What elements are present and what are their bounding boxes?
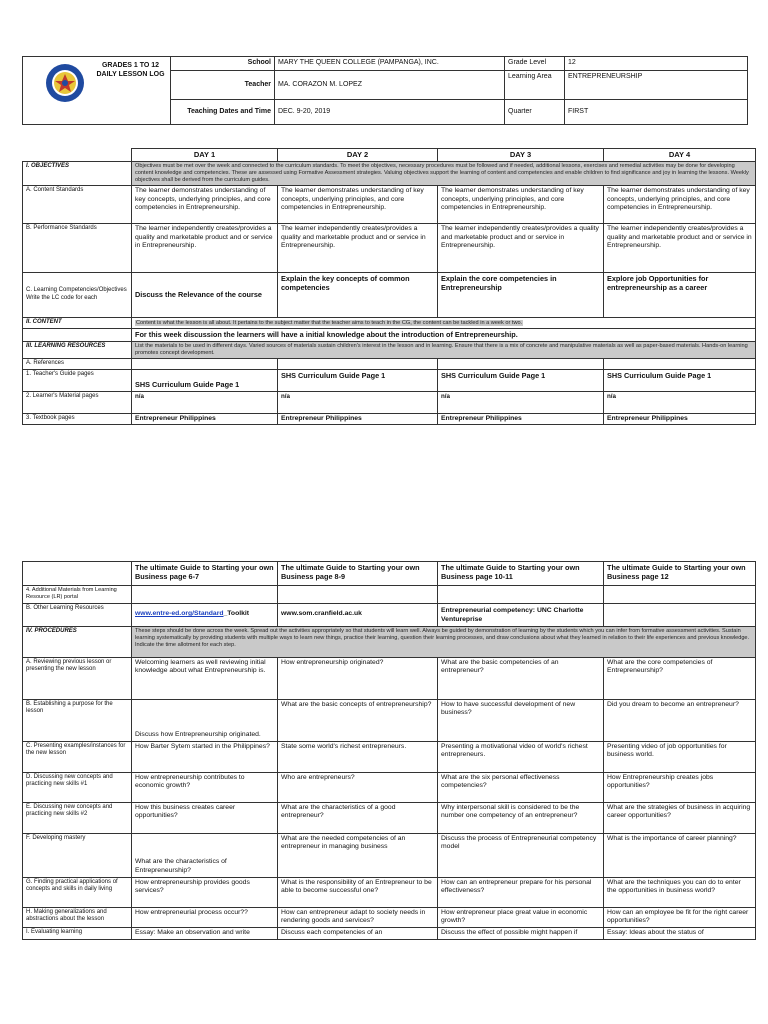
proc-label-g: G. Finding practical applications of concepts and skills in daily living [23, 877, 132, 907]
textbook-day4: Entrepreneur Philippines [604, 413, 756, 425]
procedures-label: IV. PROCEDURES [23, 626, 132, 657]
content-standards-day2: The learner demonstrates understanding of key concepts, underlying principles, and core competencies in Entrepreneurship. [278, 185, 438, 223]
learners-material-day2: n/a [278, 391, 438, 413]
additional-materials-label: 4. Additional Materials from Learning Resource (LR) portal [23, 586, 132, 604]
guide-day3: The ultimate Guide to Starting your own Business page 10-11 [438, 562, 604, 586]
competency-day3: Explain the core competencies in Entrepreneurship [438, 272, 604, 317]
proc-b-day3: How to have successful development of new business? [438, 699, 604, 741]
proc-e-day2: What are the characteristics of a good entrepreneur? [278, 802, 438, 833]
quarter-label: Quarter [505, 100, 565, 125]
textbook-day2: Entrepreneur Philippines [278, 413, 438, 425]
guide-day2: The ultimate Guide to Starting your own Business page 8-9 [278, 562, 438, 586]
proc-label-c: C. Presenting examples/instances for the new lesson [23, 741, 132, 772]
proc-d-day3: What are the six personal effectiveness competencies? [438, 772, 604, 802]
objectives-note: Objectives must be met over the week and connected to the curriculum standards. To meet the objectives, necessary procedures must be followed and if needed, additional lessons, exercises and remedial activities may be done for developing content knowledge and competencies. These are assessed using Formative Assessment strategies. Valuing objectives support the learning of content and competencies and enable children to find significance and joy in learning the lessons. Weekly objectives shall be derived from the curriculum guides. [132, 161, 756, 185]
proc-a-day4: What are the core competencies of Entrepreneurship? [604, 657, 756, 699]
school-label: School [171, 57, 275, 71]
proc-f-day1: What are the characteristics of Entrepreneurship? [132, 833, 278, 877]
proc-label-b: B. Establishing a purpose for the lesson [23, 699, 132, 741]
proc-f-day2: What are the needed competencies of an entrepreneur in managing business [278, 833, 438, 877]
header-table [22, 56, 748, 125]
day4-header: DAY 4 [604, 149, 756, 162]
proc-d-day2: Who are entrepreneurs? [278, 772, 438, 802]
day2-header: DAY 2 [278, 149, 438, 162]
proc-label-d: D. Discussing new concepts and practicing new skills #1 [23, 772, 132, 802]
proc-label-h: H. Making generalizations and abstractions about the lesson [23, 907, 132, 928]
proc-label-e: E. Discussing new concepts and practicing new skills #2 [23, 802, 132, 833]
proc-b-day2: What are the basic concepts of entrepreneurship? [278, 699, 438, 741]
proc-d-day1: How entrepreneurship contributes to economic growth? [132, 772, 278, 802]
proc-i-day1: Essay: Make an observation and write [132, 928, 278, 940]
proc-a-day1: Welcoming learners as well reviewing initial knowledge about what Entrepreneurship is. [132, 657, 278, 699]
references-label: A. References [23, 358, 132, 369]
content-standards-day1: The learner demonstrates understanding of key concepts, underlying principles, and core competencies in Entrepreneurship. [132, 185, 278, 223]
learning-resources-note: List the materials to be used in different days. Varied sources of materials sustain children's interest in the lesson and in learning. Ensure that there is a mix of concrete and manipulative materials as well as paper-based materials. Hands-on learning promotes concept development. [132, 341, 756, 358]
learning-resources-label: III. LEARNING RESOURCES [23, 341, 132, 358]
content-standards-day3: The learner demonstrates understanding of key concepts, underlying principles, and core competencies in Entrepreneurship. [438, 185, 604, 223]
competency-day2: Explain the key concepts of common competencies [278, 272, 438, 317]
quarter-value: FIRST [565, 100, 748, 125]
grade-label: Grade Level [505, 57, 565, 71]
proc-a-day2: How entrepreneurship originated? [278, 657, 438, 699]
proc-a-day3: What are the basic competencies of an entrepreneur? [438, 657, 604, 699]
other-resources-day2: www.som.cranfield.ac.uk [278, 603, 438, 626]
guide-day4: The ultimate Guide to Starting your own Business page 12 [604, 562, 756, 586]
teacher-value: MA. CORAZON M. LOPEZ [275, 71, 505, 100]
proc-d-day4: How Entrepreneurship creates jobs opportunities? [604, 772, 756, 802]
proc-i-day3: Discuss the effect of possible might happen if [438, 928, 604, 940]
learners-material-day3: n/a [438, 391, 604, 413]
toolkit-text: _Toolkit [223, 610, 250, 618]
teachers-guide-day2: SHS Curriculum Guide Page 1 [278, 369, 438, 391]
proc-i-day2: Discuss each competencies of an [278, 928, 438, 940]
performance-standards-label: B. Performance Standards [23, 223, 132, 272]
lesson-table-2 [22, 561, 756, 940]
day3-header: DAY 3 [438, 149, 604, 162]
performance-standards-day4: The learner independently creates/provides a quality and marketable product and or service in Entrepreneurship. [604, 223, 756, 272]
proc-b-day4: Did you dream to become an entrepreneur? [604, 699, 756, 741]
learning-competencies-label: C. Learning Competencies/Objectives Write the LC code for each [23, 272, 132, 317]
proc-e-day3: Why interpersonal skill is considered to be the number one competency of an entrepreneur? [438, 802, 604, 833]
teachers-guide-day4: SHS Curriculum Guide Page 1 [604, 369, 756, 391]
proc-g-day4: What are the techniques you can do to enter the opportunities in business world? [604, 877, 756, 907]
doc-title-line2: DAILY LESSON LOG [96, 71, 165, 79]
content-note: Content is what the lesson is all about. It pertains to the subject matter that the teacher aims to teach in the CG, the content can be tackled in a week or two. [136, 319, 523, 326]
proc-g-day1: How entrepreneurship provides goods services? [132, 877, 278, 907]
grade-value: 12 [565, 57, 748, 71]
guide-day1: The ultimate Guide to Starting your own Business page 6-7 [132, 562, 278, 586]
textbook-label: 3. Textbook pages [23, 413, 132, 425]
proc-f-day3: Discuss the process of Entrepreneurial competency model [438, 833, 604, 877]
other-resources-label: B. Other Learning Resources [23, 603, 132, 626]
proc-label-a: A. Reviewing previous lesson or presenting the new lesson [23, 657, 132, 699]
learners-material-day1: n/a [132, 391, 278, 413]
objectives-label: I. OBJECTIVES [23, 161, 132, 185]
content-label: II. CONTENT [23, 317, 132, 328]
proc-c-day2: State some world's richest entrepreneurs. [278, 741, 438, 772]
performance-standards-day3: The learner independently creates/provides a quality and marketable product and or service in Entrepreneurship. [438, 223, 604, 272]
lesson-table-1 [22, 148, 756, 425]
proc-g-day3: How can an entrepreneur prepare for his personal effectiveness? [438, 877, 604, 907]
content-standards-day4: The learner demonstrates understanding of key concepts, underlying principles, and core competencies in Entrepreneurship. [604, 185, 756, 223]
proc-label-i: I. Evaluating learning [23, 928, 132, 940]
content-standards-label: A. Content Standards [23, 185, 132, 223]
school-value: MARY THE QUEEN COLLEGE (PAMPANGA), INC. [275, 57, 505, 71]
learners-material-label: 2. Learner's Material pages [23, 391, 132, 413]
proc-h-day4: How can an employee be fit for the right career opportunities? [604, 907, 756, 928]
proc-c-day3: Presenting a motivational video of world's richest entrepreneurs. [438, 741, 604, 772]
teachers-guide-day3: SHS Curriculum Guide Page 1 [438, 369, 604, 391]
other-resources-day3: Entrepreneurial competency: UNC Charlotte Ventureprise [438, 603, 604, 626]
textbook-day1: Entrepreneur Philippines [132, 413, 278, 425]
procedures-note: These steps should be done across the week. Spread out the activities appropriately so that students will learn well. Always be guided by demonstration of learning by the students which you can infer from formative assessment activities. Sustain learning systematically by providing students with multiple ways to learn new things, practice their learning, question their learning processes, and draw conclusions about what they learned in relation to their life experiences and previous knowledge. Indicate the time allotment for each step. [132, 626, 756, 657]
teacher-label: Teacher [171, 71, 275, 100]
proc-c-day4: Presenting video of job opportunities for business world. [604, 741, 756, 772]
day1-header: DAY 1 [132, 149, 278, 162]
proc-f-day4: What is the importance of career planning? [604, 833, 756, 877]
proc-b-day1: Discuss how Entrepreneurship originated. [132, 699, 278, 741]
textbook-day3: Entrepreneur Philippines [438, 413, 604, 425]
proc-c-day1: How Barter Sytem started in the Philippines? [132, 741, 278, 772]
area-value: ENTREPRENEURSHIP [565, 71, 748, 100]
learners-material-day4: n/a [604, 391, 756, 413]
teachers-guide-label: 1. Teacher's Guide pages [23, 369, 132, 391]
proc-h-day2: How can entrepreneur adapt to society needs in rendering goods and services? [278, 907, 438, 928]
competency-day4: Explore job Opportunities for entrepreneurship as a career [604, 272, 756, 317]
entre-ed-link[interactable]: www.entre-ed.org/Standard [135, 610, 224, 618]
performance-standards-day2: The learner independently creates/provides a quality and marketable product and or service in Entrepreneurship. [278, 223, 438, 272]
proc-label-f: F. Developing mastery [23, 833, 132, 877]
content-main: For this week discussion the learners will have a initial knowledge about the introduction of Entrepreneurship. [132, 328, 756, 341]
area-label: Learning Area [505, 71, 565, 100]
proc-i-day4: Essay: Ideas about the status of [604, 928, 756, 940]
deped-seal-logo [45, 63, 85, 103]
performance-standards-day1: The learner independently creates/provides a quality and marketable product and or service in Entrepreneurship. [132, 223, 278, 272]
proc-e-day4: What are the strategies of business in acquiring career opportunities? [604, 802, 756, 833]
dates-value: DEC. 9-20, 2019 [275, 100, 505, 125]
doc-title-line1: GRADES 1 TO 12 [101, 62, 160, 69]
proc-h-day3: How entrepreneur place great value in economic growth? [438, 907, 604, 928]
proc-e-day1: How this business creates career opportunities? [132, 802, 278, 833]
proc-h-day1: How entrepreneurial process occur?? [132, 907, 278, 928]
dates-label: Teaching Dates and Time [171, 100, 275, 125]
proc-g-day2: What is the responsibility of an Entrepreneur to be able to become successful one? [278, 877, 438, 907]
competency-day1: Discuss the Relevance of the course [132, 272, 278, 317]
teachers-guide-day1: SHS Curriculum Guide Page 1 [132, 369, 278, 391]
